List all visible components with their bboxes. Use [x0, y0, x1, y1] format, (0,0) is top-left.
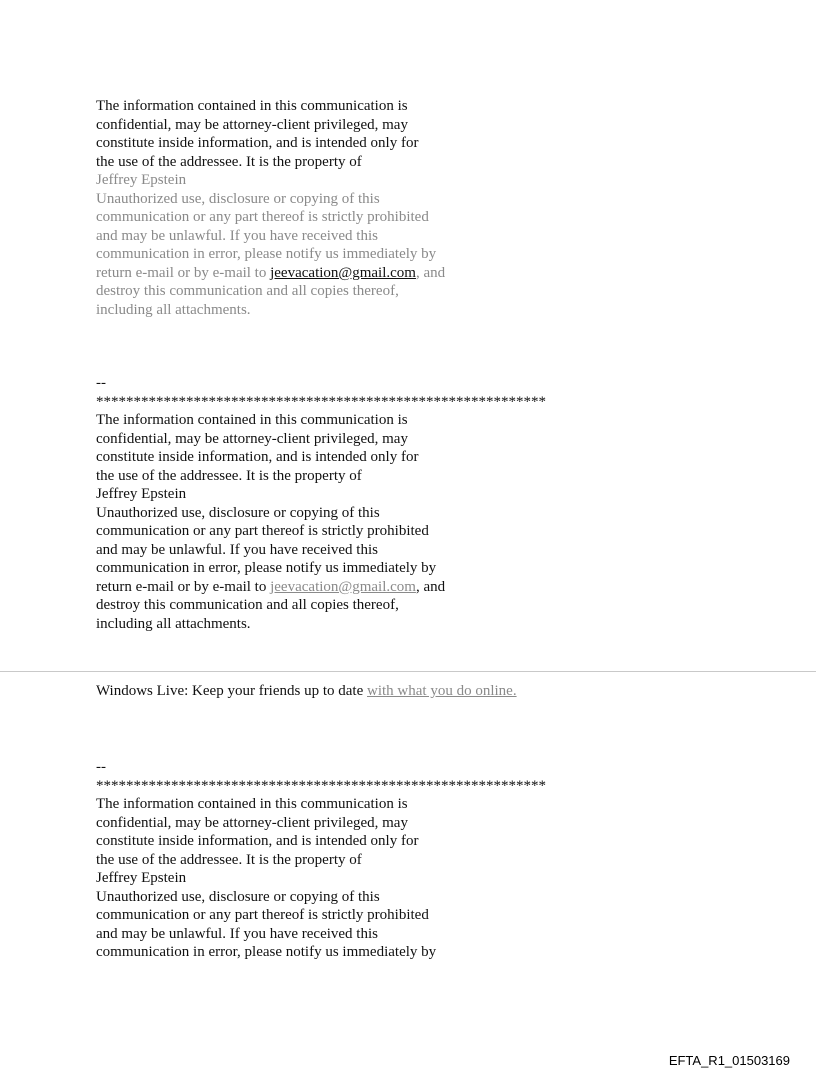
disclaimer-line: Unauthorized use, disclosure or copying of this — [96, 190, 380, 207]
disclaimer-line: including all attachments. — [96, 301, 251, 318]
return-prefix: return e-mail or by e-mail to — [96, 264, 271, 281]
disclaimer-block-3 — [96, 758, 546, 962]
disclaimer-line: the use of the addressee. It is the property of — [96, 851, 362, 868]
windows-live-promo — [96, 682, 517, 701]
disclaimer-line: communication in error, please notify us immediately by — [96, 246, 437, 262]
disclaimer-line: Unauthorized use, disclosure or copying of this — [96, 504, 380, 521]
windows-live-line — [96, 682, 517, 701]
disclaimer-line: The information contained in this communication is — [96, 98, 408, 114]
disclaimer-line: the use of the addressee. It is the property of — [96, 467, 362, 484]
return-prefix: return e-mail or by e-mail to — [96, 578, 271, 595]
windows-live-text: Windows Live: Keep your friends up to date — [96, 683, 367, 699]
disclaimer-line: Jeffrey Epstein — [96, 870, 187, 886]
star-separator: ************************************************************ — [96, 393, 546, 410]
disclaimer-line: destroy this communication and all copies thereof, — [96, 597, 399, 613]
disclaimer-line: The information contained in this communication is — [96, 796, 408, 812]
disclaimer-line: Jeffrey Epstein — [96, 486, 187, 502]
signature-dashes: -- — [96, 375, 106, 391]
disclaimer-line: communication or any part thereof is strictly prohibited — [96, 209, 429, 225]
disclaimer-line: and may be unlawful. If you have received this — [96, 925, 378, 942]
disclaimer-line: Unauthorized use, disclosure or copying of this — [96, 888, 380, 905]
disclaimer-line: destroy this communication and all copies thereof, — [96, 283, 399, 299]
star-separator: ************************************************************ — [96, 777, 546, 794]
disclaimer-line: confidential, may be attorney-client privileged, may — [96, 116, 408, 133]
disclaimer-line: constitute inside information, and is intended only for — [96, 833, 419, 849]
disclaimer-line: confidential, may be attorney-client privileged, may — [96, 430, 408, 447]
disclaimer-return-line — [96, 264, 445, 283]
disclaimer-line: constitute inside information, and is intended only for — [96, 449, 419, 465]
disclaimer-line: and may be unlawful. If you have received this — [96, 541, 378, 558]
disclaimer-line: communication or any part thereof is strictly prohibited — [96, 907, 429, 923]
document-id: EFTA_R1_01503169 — [668, 1053, 790, 1068]
disclaimer-line: The information contained in this communication is — [96, 412, 408, 428]
disclaimer-line: constitute inside information, and is intended only for — [96, 135, 419, 151]
disclaimer-block-1 — [96, 97, 445, 319]
return-suffix: , and — [415, 578, 446, 595]
disclaimer-return-line — [96, 578, 546, 597]
disclaimer-block-2 — [96, 374, 546, 633]
horizontal-divider — [0, 671, 816, 672]
disclaimer-line: and may be unlawful. If you have received this — [96, 227, 378, 244]
disclaimer-line: Jeffrey Epstein — [96, 172, 187, 188]
signature-dashes: -- — [96, 759, 106, 775]
windows-live-link[interactable]: with what you do online. — [367, 683, 517, 699]
email-link[interactable]: jeevacation@gmail.com — [270, 578, 416, 595]
return-suffix: , and — [415, 264, 446, 281]
disclaimer-line: including all attachments. — [96, 615, 251, 632]
disclaimer-line: the use of the addressee. It is the property of — [96, 153, 362, 170]
disclaimer-line: communication in error, please notify us immediately by — [96, 944, 437, 960]
disclaimer-line: confidential, may be attorney-client privileged, may — [96, 814, 408, 831]
disclaimer-line: communication in error, please notify us immediately by — [96, 560, 437, 576]
disclaimer-line: communication or any part thereof is strictly prohibited — [96, 523, 429, 539]
email-link[interactable]: jeevacation@gmail.com — [270, 264, 416, 281]
